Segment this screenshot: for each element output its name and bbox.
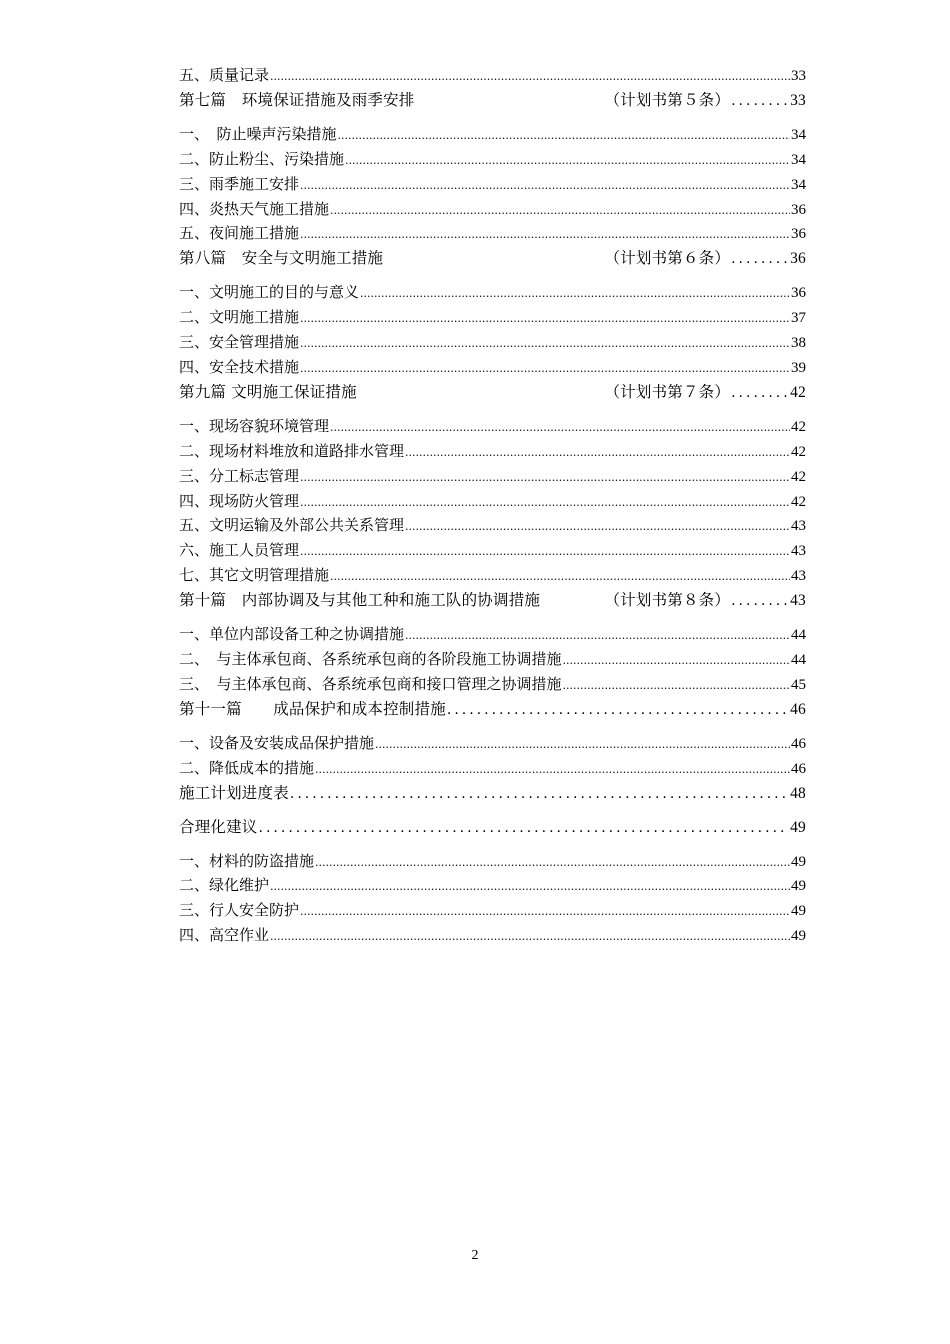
toc-entry-page: 49 <box>791 878 806 895</box>
toc-entry[interactable] <box>179 330 806 355</box>
toc-entry-page: 36 <box>790 250 806 268</box>
toc-heading[interactable] <box>179 246 806 280</box>
toc-entry-title: 三、安全管理措施 <box>179 333 300 352</box>
toc-entry-page: 49 <box>791 853 806 870</box>
toc-entry-page: 42 <box>790 383 806 401</box>
toc-leader-dots <box>290 782 789 806</box>
toc-entry-title: 施工计划进度表 <box>179 783 289 802</box>
toc-entry-title: 一、现场容貌环境管理 <box>179 416 330 435</box>
toc-leader-dots <box>300 223 790 248</box>
toc-entry[interactable] <box>179 622 806 647</box>
toc-leader-dots <box>330 199 790 224</box>
toc-entry[interactable] <box>179 731 806 756</box>
toc-entry-page: 36 <box>791 226 806 243</box>
toc-leader-dots <box>300 307 790 332</box>
toc-entry[interactable] <box>179 63 806 88</box>
toc-leader-dots <box>270 65 790 90</box>
toc-entry-page: 42 <box>791 443 806 460</box>
toc-entry[interactable] <box>179 122 806 147</box>
toc-entry-page: 36 <box>791 285 806 302</box>
toc-entry[interactable] <box>179 147 806 172</box>
toc-leader-dots <box>270 875 790 900</box>
toc-entry-title: 三、分工标志管理 <box>179 466 300 485</box>
toc-entry-title: 四、现场防火管理 <box>179 491 300 510</box>
toc-entry-page: 44 <box>791 627 806 644</box>
toc-entry[interactable] <box>179 873 806 898</box>
toc-entry-title: 二、 与主体承包商、各系统承包商的各阶段施工协调措施 <box>179 650 562 669</box>
toc-leader-dots <box>330 416 790 441</box>
toc-leader-dots <box>300 540 790 565</box>
toc-entry-title: 一、单位内部设备工种之协调措施 <box>179 625 405 644</box>
toc-entry[interactable] <box>179 355 806 380</box>
toc-entry-page: 43 <box>791 568 806 585</box>
toc-entry-title: 六、施工人员管理 <box>179 541 300 560</box>
toc-entry-title: 第十一篇 成品保护和成本控制措施 <box>179 699 446 718</box>
toc-leader-dots <box>338 124 790 149</box>
toc-leader-dots <box>345 149 790 174</box>
toc-entry[interactable] <box>179 538 806 563</box>
toc-entry-page: 38 <box>791 335 806 352</box>
toc-entry-title: 五、夜间施工措施 <box>179 224 300 243</box>
toc-entry[interactable] <box>179 898 806 923</box>
toc-entry[interactable] <box>179 672 806 697</box>
toc-entry-title: 二、现场材料堆放和道路排水管理 <box>179 441 405 460</box>
toc-leader-dots <box>447 698 789 722</box>
toc-entry-note: （计划书第８条） <box>604 591 731 610</box>
toc-entry-title: 七、其它文明管理措施 <box>179 566 330 585</box>
toc-heading[interactable] <box>179 697 806 731</box>
toc-entry-title: 三、行人安全防护 <box>179 901 300 920</box>
toc-heading[interactable] <box>179 815 806 849</box>
toc-entry[interactable] <box>179 489 806 514</box>
toc-entry-title: 三、雨季施工安排 <box>179 174 300 193</box>
toc-entry-title: 第九篇 文明施工保证措施 <box>179 382 357 401</box>
toc-entry-title: 二、降低成本的措施 <box>179 758 315 777</box>
toc-entry[interactable] <box>179 563 806 588</box>
toc-leader-dots <box>300 357 790 382</box>
toc-leader-dots <box>315 851 790 876</box>
toc-entry-title: 四、高空作业 <box>179 926 270 945</box>
toc-leader-dots <box>259 816 790 840</box>
toc-entry-page: 42 <box>791 468 806 485</box>
toc-leader-dots <box>300 332 790 357</box>
toc-entry[interactable] <box>179 923 806 948</box>
toc-entry-note: （计划书第５条） <box>604 90 731 109</box>
toc-entry-page: 36 <box>791 201 806 218</box>
page-number: 2 <box>471 1248 479 1263</box>
toc-entry-page: 49 <box>790 818 806 836</box>
toc-entry-title: 一、文明施工的目的与意义 <box>179 283 360 302</box>
toc-entry-title: 四、安全技术措施 <box>179 358 300 377</box>
toc-heading[interactable] <box>179 88 806 122</box>
toc-entry-title: 合理化建议 <box>179 817 258 836</box>
toc-heading[interactable] <box>179 588 806 622</box>
toc-entry-title: 二、文明施工措施 <box>179 308 300 327</box>
toc-leader-dots <box>563 674 790 699</box>
toc-entry-page: 46 <box>791 735 806 752</box>
toc-heading[interactable] <box>179 380 806 414</box>
toc-entry-note: （计划书第７条） <box>604 382 731 401</box>
toc-heading[interactable] <box>179 781 806 815</box>
toc-entry-title: 一、 防止噪声污染措施 <box>179 124 337 143</box>
toc-leader-dots <box>731 247 789 271</box>
toc-entry-page: 45 <box>791 676 806 693</box>
toc-leader-dots <box>731 381 789 405</box>
toc-entry-page: 33 <box>790 91 806 109</box>
toc-leader-dots <box>375 733 790 758</box>
toc-entry[interactable] <box>179 414 806 439</box>
toc-entry[interactable] <box>179 647 806 672</box>
toc-entry-page: 43 <box>791 518 806 535</box>
toc-entry-page: 33 <box>791 68 806 84</box>
toc-entry-title: 四、炎热天气施工措施 <box>179 199 330 218</box>
toc-entry[interactable] <box>179 305 806 330</box>
toc-entry-page: 37 <box>791 310 806 327</box>
toc-entry[interactable] <box>179 849 806 874</box>
toc-entry-page: 46 <box>791 760 806 777</box>
toc-entry-title: 二、绿化维护 <box>179 876 270 895</box>
toc-entry-title: 五、质量记录 <box>179 66 270 84</box>
toc-entry-page: 44 <box>791 652 806 669</box>
toc-leader-dots <box>300 491 790 516</box>
toc-entry-page: 49 <box>791 928 806 945</box>
toc-leader-dots <box>405 624 790 649</box>
toc-leader-dots <box>315 758 790 783</box>
toc-leader-dots <box>300 174 790 199</box>
toc-entry[interactable] <box>179 172 806 197</box>
toc-leader-dots <box>360 282 790 307</box>
toc-entry[interactable] <box>179 513 806 538</box>
toc-leader-dots <box>330 565 790 590</box>
toc-entry-title: 第十篇 内部协调及与其他工种和施工队的协调措施 <box>179 591 541 610</box>
toc-leader-dots <box>405 441 790 466</box>
toc-leader-dots <box>270 925 790 950</box>
toc-entry-title: 第八篇 安全与文明施工措施 <box>179 249 384 268</box>
toc-entry-page: 39 <box>791 360 806 377</box>
toc-leader-dots <box>300 900 790 925</box>
toc-entry-page: 34 <box>791 151 806 168</box>
toc-entry[interactable] <box>179 197 806 222</box>
toc-entry[interactable] <box>179 464 806 489</box>
toc-entry[interactable] <box>179 439 806 464</box>
toc-entry-title: 五、文明运输及外部公共关系管理 <box>179 516 405 535</box>
toc-entry-page: 43 <box>791 543 806 560</box>
toc-entry-page: 34 <box>791 126 806 143</box>
toc-entry[interactable] <box>179 756 806 781</box>
toc-leader-dots <box>731 89 789 113</box>
toc-entry-page: 48 <box>790 784 806 802</box>
toc-entry-title: 二、防止粉尘、污染措施 <box>179 149 345 168</box>
toc-leader-dots <box>300 466 790 491</box>
toc-entry-title: 第七篇 环境保证措施及雨季安排 <box>179 90 415 109</box>
toc-entry-page: 46 <box>790 700 806 718</box>
toc-entry[interactable] <box>179 280 806 305</box>
toc-entry-page: 42 <box>791 418 806 435</box>
toc-entry-title: 一、设备及安装成品保护措施 <box>179 733 375 752</box>
table-of-contents <box>179 63 806 948</box>
toc-entry-page: 49 <box>791 903 806 920</box>
toc-entry-page: 34 <box>791 176 806 193</box>
toc-entry-page: 43 <box>790 592 806 610</box>
toc-leader-dots <box>405 515 790 540</box>
toc-entry[interactable] <box>179 221 806 246</box>
toc-entry-note: （计划书第６条） <box>604 249 731 268</box>
toc-entry-title: 三、 与主体承包商、各系统承包商和接口管理之协调措施 <box>179 674 562 693</box>
toc-leader-dots <box>563 649 790 674</box>
toc-entry-page: 42 <box>791 493 806 510</box>
toc-entry-title: 一、材料的防盗措施 <box>179 851 315 870</box>
toc-leader-dots <box>731 589 789 613</box>
